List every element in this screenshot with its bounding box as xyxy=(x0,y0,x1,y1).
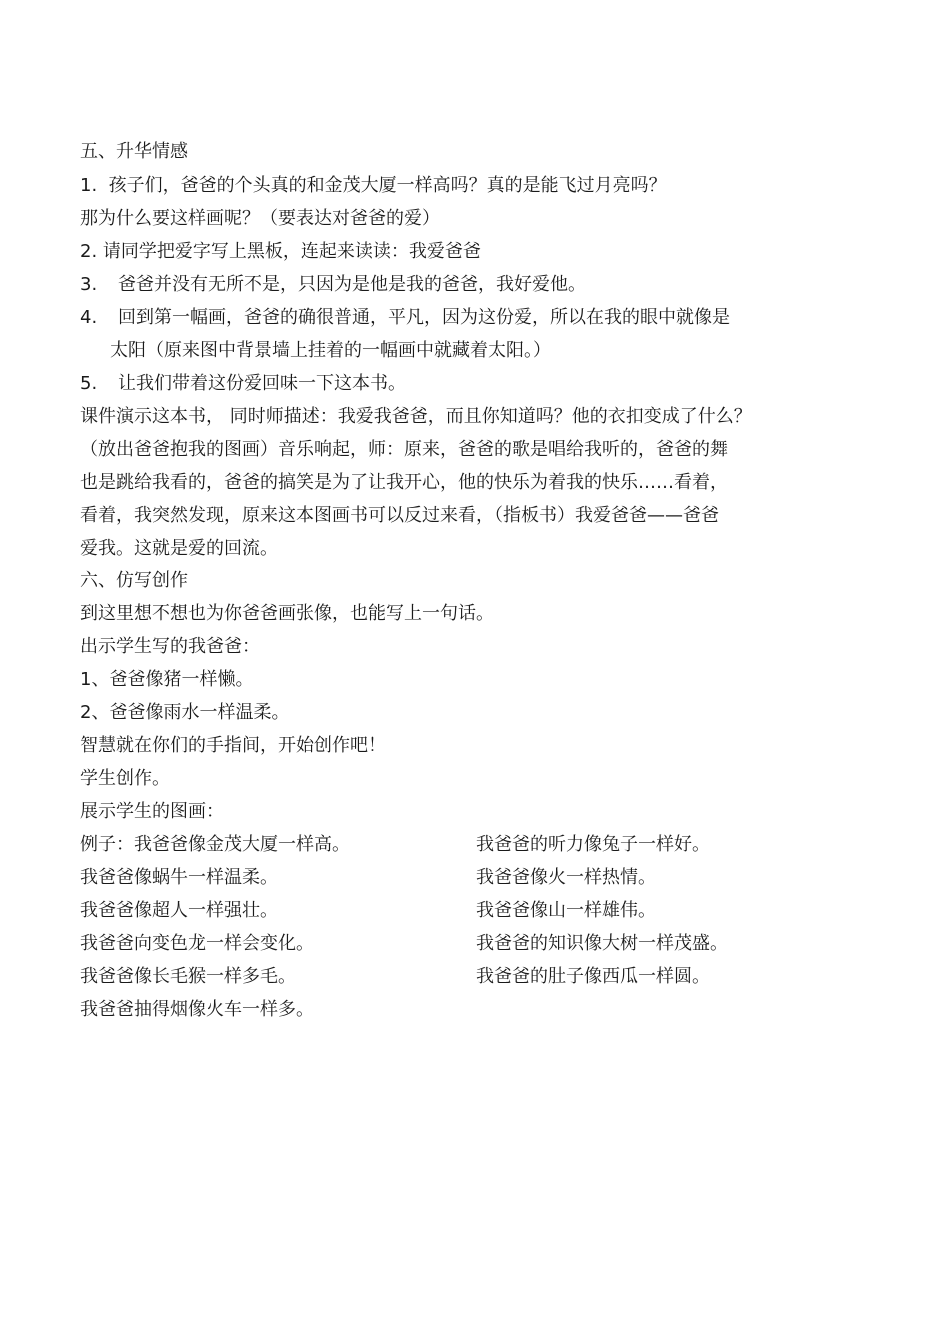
text-line: 2、爸爸像雨水一样温柔。 xyxy=(80,702,290,723)
example-left: 我爸爸向变色龙一样会变化。 xyxy=(80,933,314,954)
item-number: 4. xyxy=(80,307,98,328)
example-left: 我爸爸像长毛猴一样多毛。 xyxy=(80,966,296,987)
section-heading: 六、仿写创作 xyxy=(80,570,188,591)
example-right: 我爸爸像火一样热情。 xyxy=(476,867,656,888)
item-text: 请同学把爱字写上黑板，连起来读读：我爱爸爸 xyxy=(102,241,481,262)
item-text: 回到第一幅画，爸爸的确很普通，平凡，因为这份爱，所以在我的眼中就像是 xyxy=(118,307,730,328)
item-text: 孩子们，爸爸的个头真的和金茂大厦一样高吗？真的是能飞过月亮吗？ xyxy=(108,175,667,196)
example-right: 我爸爸像山一样雄伟。 xyxy=(476,900,656,921)
item-number: 5. xyxy=(80,373,98,394)
list-item xyxy=(80,274,586,296)
list-item xyxy=(80,175,667,197)
list-item xyxy=(80,241,481,263)
paragraph-line: 看着，我突然发现，原来这本图画书可以反过来看，（指板书）我爱爸爸——爸爸 xyxy=(80,505,719,526)
text-line: 展示学生的图画： xyxy=(80,801,224,822)
paragraph-line: 课件演示这本书， 同时师描述：我爱我爸爸，而且你知道吗？他的衣扣变成了什么？ xyxy=(80,406,752,427)
example-right: 我爸爸的肚子像西瓜一样圆。 xyxy=(476,966,710,987)
item-text: 让我们带着这份爱回味一下这本书。 xyxy=(118,373,406,394)
text-line: 智慧就在你们的手指间，开始创作吧！ xyxy=(80,735,386,756)
text-line: 到这里想不想也为你爸爸画张像，也能写上一句话。 xyxy=(80,603,494,624)
example-left: 例子：我爸爸像金茂大厦一样高。 xyxy=(80,834,350,855)
list-item xyxy=(80,307,730,329)
item-number: 1. xyxy=(80,175,98,196)
example-left: 我爸爸抽得烟像火车一样多。 xyxy=(80,999,314,1020)
text-line: 出示学生写的我爸爸： xyxy=(80,636,260,657)
example-right: 我爸爸的知识像大树一样茂盛。 xyxy=(476,933,728,954)
paragraph-line: 也是跳给我看的，爸爸的搞笑是为了让我开心，他的快乐为着我的快乐……看着， xyxy=(80,472,728,493)
item-text: 爸爸并没有无所不是，只因为是他是我的爸爸，我好爱他。 xyxy=(118,274,586,295)
paragraph-line: （放出爸爸抱我的图画）音乐响起，师：原来，爸爸的歌是唱给我听的，爸爸的舞 xyxy=(80,439,728,460)
example-right: 我爸爸的听力像兔子一样好。 xyxy=(476,834,710,855)
item-number: 3. xyxy=(80,274,98,295)
example-left: 我爸爸像超人一样强壮。 xyxy=(80,900,278,921)
section-heading: 五、升华情感 xyxy=(80,141,188,162)
item-number: 2. xyxy=(80,241,98,262)
example-left: 我爸爸像蜗牛一样温柔。 xyxy=(80,867,278,888)
list-item xyxy=(80,373,406,395)
text-line: 那为什么要这样画呢？（要表达对爸爸的爱） xyxy=(80,208,440,229)
text-line: 太阳（原来图中背景墙上挂着的一幅画中就藏着太阳。） xyxy=(110,340,551,361)
paragraph-line: 爱我。这就是爱的回流。 xyxy=(80,538,278,559)
text-line: 1、爸爸像猪一样懒。 xyxy=(80,669,254,690)
text-line: 学生创作。 xyxy=(80,768,170,789)
